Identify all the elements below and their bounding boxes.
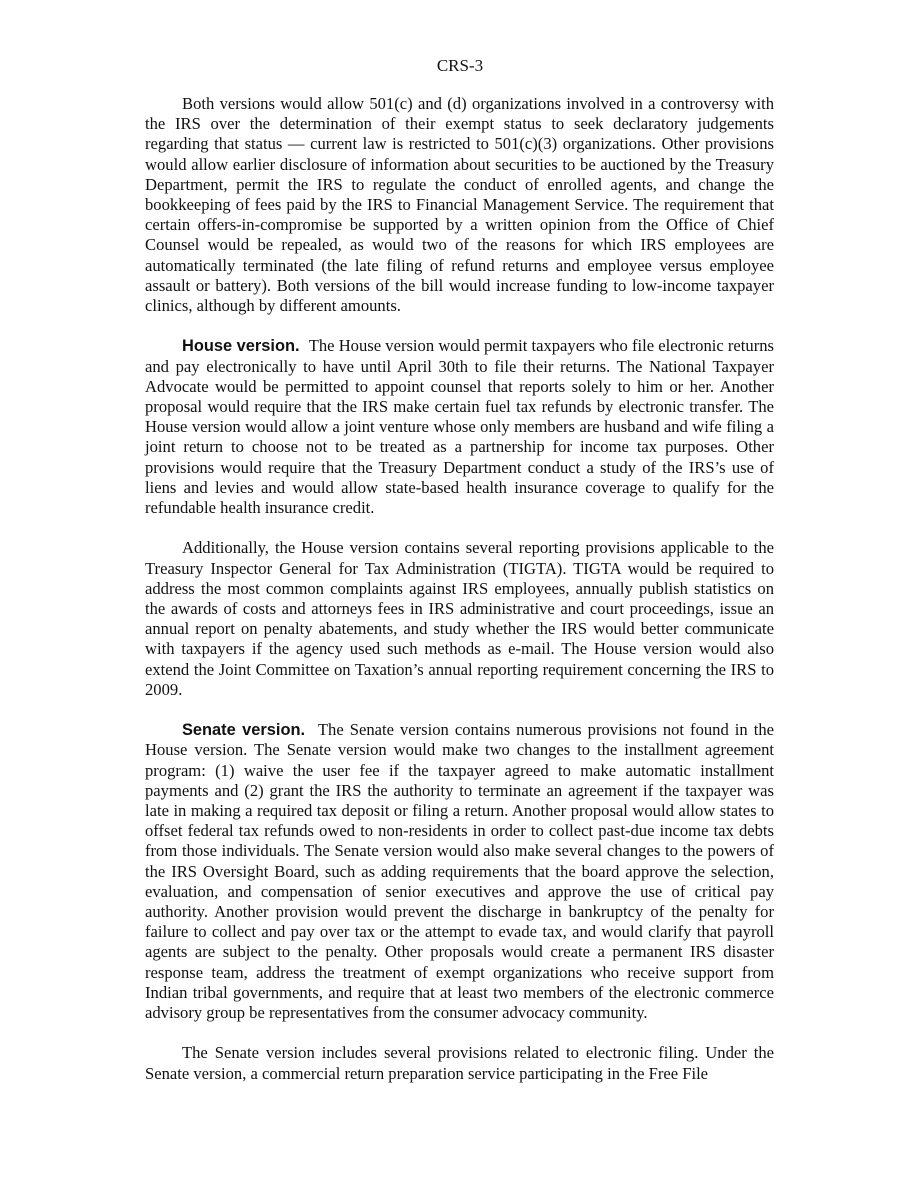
paragraph-house-version — [145, 336, 774, 518]
paragraph-text: The House version would permit taxpayers who file electronic returns and pay electronically to have until April 30th to file their returns. The National Taxpayer Advocate would be permitted to appoint counsel that reports solely to him or her. Another proposal would require that the IRS make certain fuel tax refunds by electronic transfer. The House version would allow a joint venture whose only members are husband and wife filing a joint return to choose not to be treated as a partnership for income tax purposes. Other provisions would require that the Treasury Department conduct a study of the IRS’s use of liens and levies and would allow state-based health insurance coverage to qualify for the refundable health insurance credit. — [145, 336, 774, 518]
house-version-heading: House version. — [182, 337, 309, 356]
paragraph-text: Additionally, the House version contains several reporting provisions applicable to the Treasury Inspector General for Tax Administration (TIGTA). TIGTA would be required to address the most common complaints against IRS employees, annually publish statistics on the awards of costs and attorneys fees in IRS administrative and court proceedings, issue an annual report on penalty abatements, and study whether the IRS would better communicate with taxpayers if the agency used such methods as e-mail. The House version would also extend the Joint Committee on Taxation’s annual reporting requirement concerning the IRS to 2009. — [145, 538, 774, 699]
document-body — [145, 94, 774, 1084]
senate-version-heading: Senate version. — [182, 721, 318, 740]
paragraph-text: The Senate version includes several provisions related to electronic filing. Under the Senate version, a commercial return preparation service participating in the Free File — [145, 1043, 774, 1083]
paragraph-text: The Senate version contains numerous provisions not found in the House version. The Senate version would make two changes to the installment agreement program: (1) waive the user fee if the taxpayer agreed to make automatic installment payments and (2) grant the IRS the authority to terminate an agreement if the taxpayer was late in making a required tax deposit or filing a return. Another proposal would allow states to offset federal tax refunds owed to non-residents in order to collect past-due income tax debts from those individuals. The Senate version would also make several changes to the powers of the IRS Oversight Board, such as adding requirements that the board approve the selection, evaluation, and compensation of senior executives and approve the use of critical pay authority. Another provision would prevent the discharge in bankruptcy of the penalty for failure to collect and pay over tax or the attempt to evade tax, and would clarify that payroll agents are subject to the penalty. Other proposals would create a permanent IRS disaster response team, address the treatment of exempt organizations who receive support from Indian tribal governments, and require that at least two members of the electronic commerce advisory group be representatives from the consumer advocacy community. — [145, 720, 774, 1023]
page-number-header: CRS-3 — [436, 56, 484, 75]
paragraph-text: Both versions would allow 501(c) and (d) organizations involved in a controversy with the IRS over the determination of their exempt status to seek declaratory judgements regarding that status — current law is restricted to 501(c)(3) organizations. Other provisions would allow earlier disclosure of information about securities to be auctioned by the Treasury Department, permit the IRS to regulate the conduct of enrolled agents, and change the bookkeeping of fees paid by the IRS to Financial Management Service. The requirement that certain offers-in-compromise be supported by a written opinion from the Office of Chief Counsel would be repealed, as would two of the reasons for which IRS employees are automatically terminated (the late filing of refund returns and employee versus employee assault or battery). Both versions of the bill would increase funding to low-income taxpayer clinics, although by different amounts. — [145, 94, 774, 316]
paragraph-senate-version — [145, 720, 774, 1023]
paragraph-house-reporting — [145, 538, 774, 700]
paragraph-senate-electronic-filing — [145, 1043, 774, 1083]
paragraph-exempt-status — [145, 94, 774, 316]
